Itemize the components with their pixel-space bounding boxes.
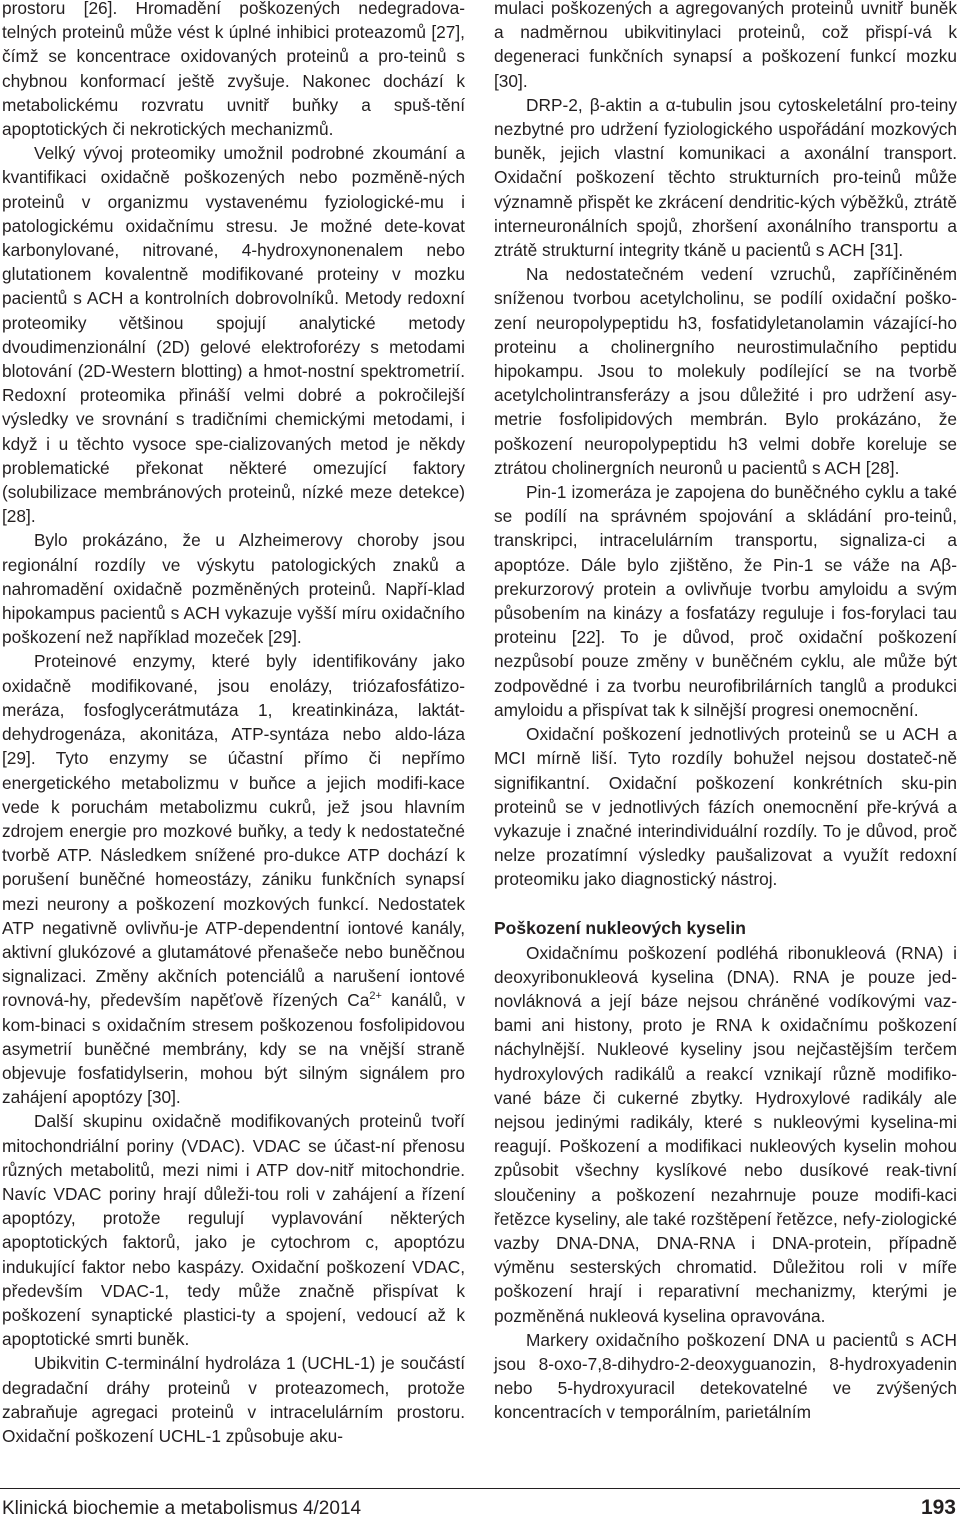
- paragraph: Oxidačnímu poškození podléhá ribonukleová (RNA) i deoxyribonukleová kyselina (DNA). RNA je pouze jed-novláknová a její báze nejsou chráněné vodíkovými vaz-bami ani histony, proto je RNA k oxidačnímu poškození náchylnější. Nukleové kyseliny jsou nejčastějším terčem hydroxylových radikálů a reakcí vznikají různě modifiko-vané báze či cukerné zbytky. Hydroxylové radikály ale nejsou jedinými radikály, které s nukleovými kyselina-mi reagují. Poškození a modifikaci nukleových kyselin mohou způsobit všechny kyslíkové nebo dusíkové reak-tivní sloučeniny a poškození nezahrnuje pouze modifi-kaci řetězce kyseliny, ale také rozštěpení řetězce, nefy-ziologické vazby DNA-DNA, DNA-RNA i DNA-protein, případně výměnu sesterských chromatid. Důležitou roli v míře poškození hrají i reparativní mechanizmy, kterými je pozměněná nukleová kyselina opravována.: [494, 942, 957, 1326]
- paragraph: [2, 649, 465, 1109]
- paragraph: prostoru [26]. Hromadění poškozených nedegradova-telných proteinů může vést k úplné inhibici proteazomů [27], čímž se koncentrace oxidovaných proteinů a pro-teinů s chybnou konformací ještě zvyšuje. Nakonec dochází k metabolickému rozvratu uvnitř buňky a spuš-tění apoptotických či nekrotických mechanizmů.: [2, 0, 465, 140]
- footer-journal-name: Klinická biochemie a metabolismus 4/2014: [2, 1498, 362, 1519]
- paragraph: Další skupinu oxidačně modifikovaných proteinů tvoří mitochondriální poriny (VDAC). VDAC se účast-ní přenosu různých metabolitů, mezi nimi i ATP dov-nitř mitochondrie. Navíc VDAC poriny hrají důleži-tou roli v zahájení a řízení apoptózy, protože regulují vyplavování některých apoptotických faktorů, jako je cytochrom c, apoptózu indukující faktor nebo kaspázy. Oxidační poškození VDAC, především VDAC-1, tedy může značně přispívat k poškození synaptické plastici-ty a spojení, vedoucí až k apoptotické smrti buněk.: [2, 1111, 465, 1350]
- paragraph: Na nedostatečném vedení vzruchů, zapříčiněném sníženou tvorbou acetylcholinu, se podílí oxidační poško-zení neuropolypeptidu h3, fosfatidyletanolamin vázající-ho proteinu a cholinergního neurostimulačního peptidu hipokampu. Jsou to molekuly podílející se na tvorbě acetylcholintransferázy a jsou důležité i pro udržení asy-metrie fosfolipidových membrán. Bylo prokázáno, že poškození neuropolypeptidu h3 velmi dobře koreluje se ztrátou cholinergních neuronů u pacientů s ACH [28].: [494, 264, 957, 478]
- left-column: [2, 0, 465, 1448]
- paragraph-text: Proteinové enzymy, které byly identifikovány jako oxidačně modifikované, jsou enolázy, triózafosfátizo-meráza, fosfoglycerátmutáza 1, kreatinkináza, laktát-dehydrogenáza, akonitáza, ATP-syntáza nebo aldo-láza [29]. Tyto enzymy se účastní přímo či nepřímo energetického metabolizmu v buňce a jejich modifi-kace vede k poruchám metabolizmu cukrů, jež jsou hlavním zdrojem energie pro mozkové buňky, a tedy k nedostatečné tvorbě ATP. Následkem snížené pro-dukce ATP dochází k porušení buněčné homeostázy, zániku funkčních synapsí mezi neurony a poškození mozkových funkcí. Nedostatek ATP negativně ovlivňu-je ATP-dependentní iontové kanály, aktivní glukózové a glutamátové přenašeče nebo buněčnou signalizaci. Změny akčních potenciálů a narušení iontové rovnová-hy, především napěťově řízených Ca: [2, 651, 465, 1011]
- paragraph: DRP-2, β-aktin a α-tubulin jsou cytoskeletální pro-teiny nezbytné pro udržení fyziologického uspořádání mozkových buněk, jejich vlastní komunikaci a axonální transport. Oxidační poškození těchto strukturních pro-teinů může významně přispět ke zkrácení dendritic-kých výběžků, ztrátě interneuronálních spojů, zhoršení axonálního transportu a ztrátě strukturní integrity tkáně u pacientů s ACH [31].: [494, 94, 957, 261]
- paragraph: Markery oxidačního poškození DNA u pacientů s ACH jsou 8-oxo-7,8-dihydro-2-deoxyguanozin, 8-hydroxyadenin nebo 5-hydroxyuracil detekovatelné ve zvýšených koncentracích v temporálním, parietálním: [494, 1329, 957, 1423]
- paragraph: Ubikvitin C-terminální hydroláza 1 (UCHL-1) je součástí degradační dráhy proteinů v proteazomech, protože zabraňuje agregaci proteinů v intracelulárním prostoru. Oxidační poškození UCHL-1 způsobuje aku-: [2, 1353, 465, 1446]
- paragraph: Oxidační poškození jednotlivých proteinů se u ACH a MCI mírně liší. Tyto rozdíly bohužel nejsou dostateč-ně signifikantní. Oxidační poškození konkrétních sku-pin proteinů se v jednotlivých fázích onemocnění pře-krývá a vykazuje i značné interindividuální rozdíly. To je důvod, proč nelze prozatímní výsledky paušalizovat a využít redoxní proteomiku jako diagnostický nástroj.: [494, 724, 957, 890]
- paragraph: Bylo prokázáno, že u Alzheimerovy choroby jsou regionální rozdíly ve výskytu patologických znaků a nahromadění oxidačně pozměněných proteinů. Napří-klad hipokampus pacientů s ACH vykazuje vyšší míru oxidačního poškození než například mozeček [29].: [2, 530, 465, 648]
- paragraph: mulaci poškozených a agregovaných proteinů uvnitř buněk a nadměrnou ubikvitinylaci proteinů, což přispí-vá k degeneraci funkčních synapsí a poškození funkcí mozku [30].: [494, 0, 957, 91]
- section-heading: Poškození nukleových kyselin: [494, 917, 746, 938]
- page-number: 193: [920, 1496, 956, 1519]
- right-column: [494, 0, 957, 1425]
- footer-divider: [0, 1488, 960, 1489]
- superscript: 2+: [369, 990, 382, 1003]
- paragraph: Velký vývoj proteomiky umožnil podrobné zkoumání a kvantifikaci oxidačně poškozených nebo pozměně-ných proteinů v organizmu vystavenému fyziologické-mu i patologickému oxidačnímu stresu. Je možné dete-kovat karbonylované, nitrované, 4-hydroxynonenalem nebo glutationem kovalentně modifikované proteiny v mozku pacientů s ACH a kontrolních dobrovolníků. Metody redoxní proteomiky většinou spojují analytické metody dvoudimenzionální (2D) gelové elektroforézy s metodami blotování (2D-Western blotting) a hmot-nostní spektrometrií. Redoxní proteomika přináší velmi dobré a pokročilejší výsledky ve srovnání s tradičními chemickými metodami, i když i u těchto vysoce spe-cializovaných metod je někdy problematické překonat některé omezující faktory (solubilizace membránových proteinů, nízké meze detekce) [28].: [2, 143, 465, 527]
- paragraph-text: kanálů, v kom-binaci s oxidačním stresem poškozenou fosfolipidovou asymetrií buněčné membrány, kdy se na vnější straně objevuje fosfatidylserin, mohou být silným signálem pro zahájení apoptózy [30].: [2, 990, 466, 1108]
- paragraph: Pin-1 izomeráza je zapojena do buněčného cyklu a také se podílí na správném spojování a skládání pro-teinů, transkripci, intracelulárním transportu, signaliza-ci a apoptóze. Dále bylo zjištěno, že Pin-1 se váže na Aβ-prekurzorový protein a ovlivňuje tvorbu amyloidu a svým působením na kinázy a fosfatázy reguluje i fos-forylaci tau proteinu [22]. To je důvod, proč oxidační poškození nezpůsobí pouze změny v buněčném cyklu, ale může být zodpovědné i za tvorbu neurofibrilárních tanglů a produkci amyloidu a přispívat tak k silnější progresi onemocnění.: [494, 482, 957, 720]
